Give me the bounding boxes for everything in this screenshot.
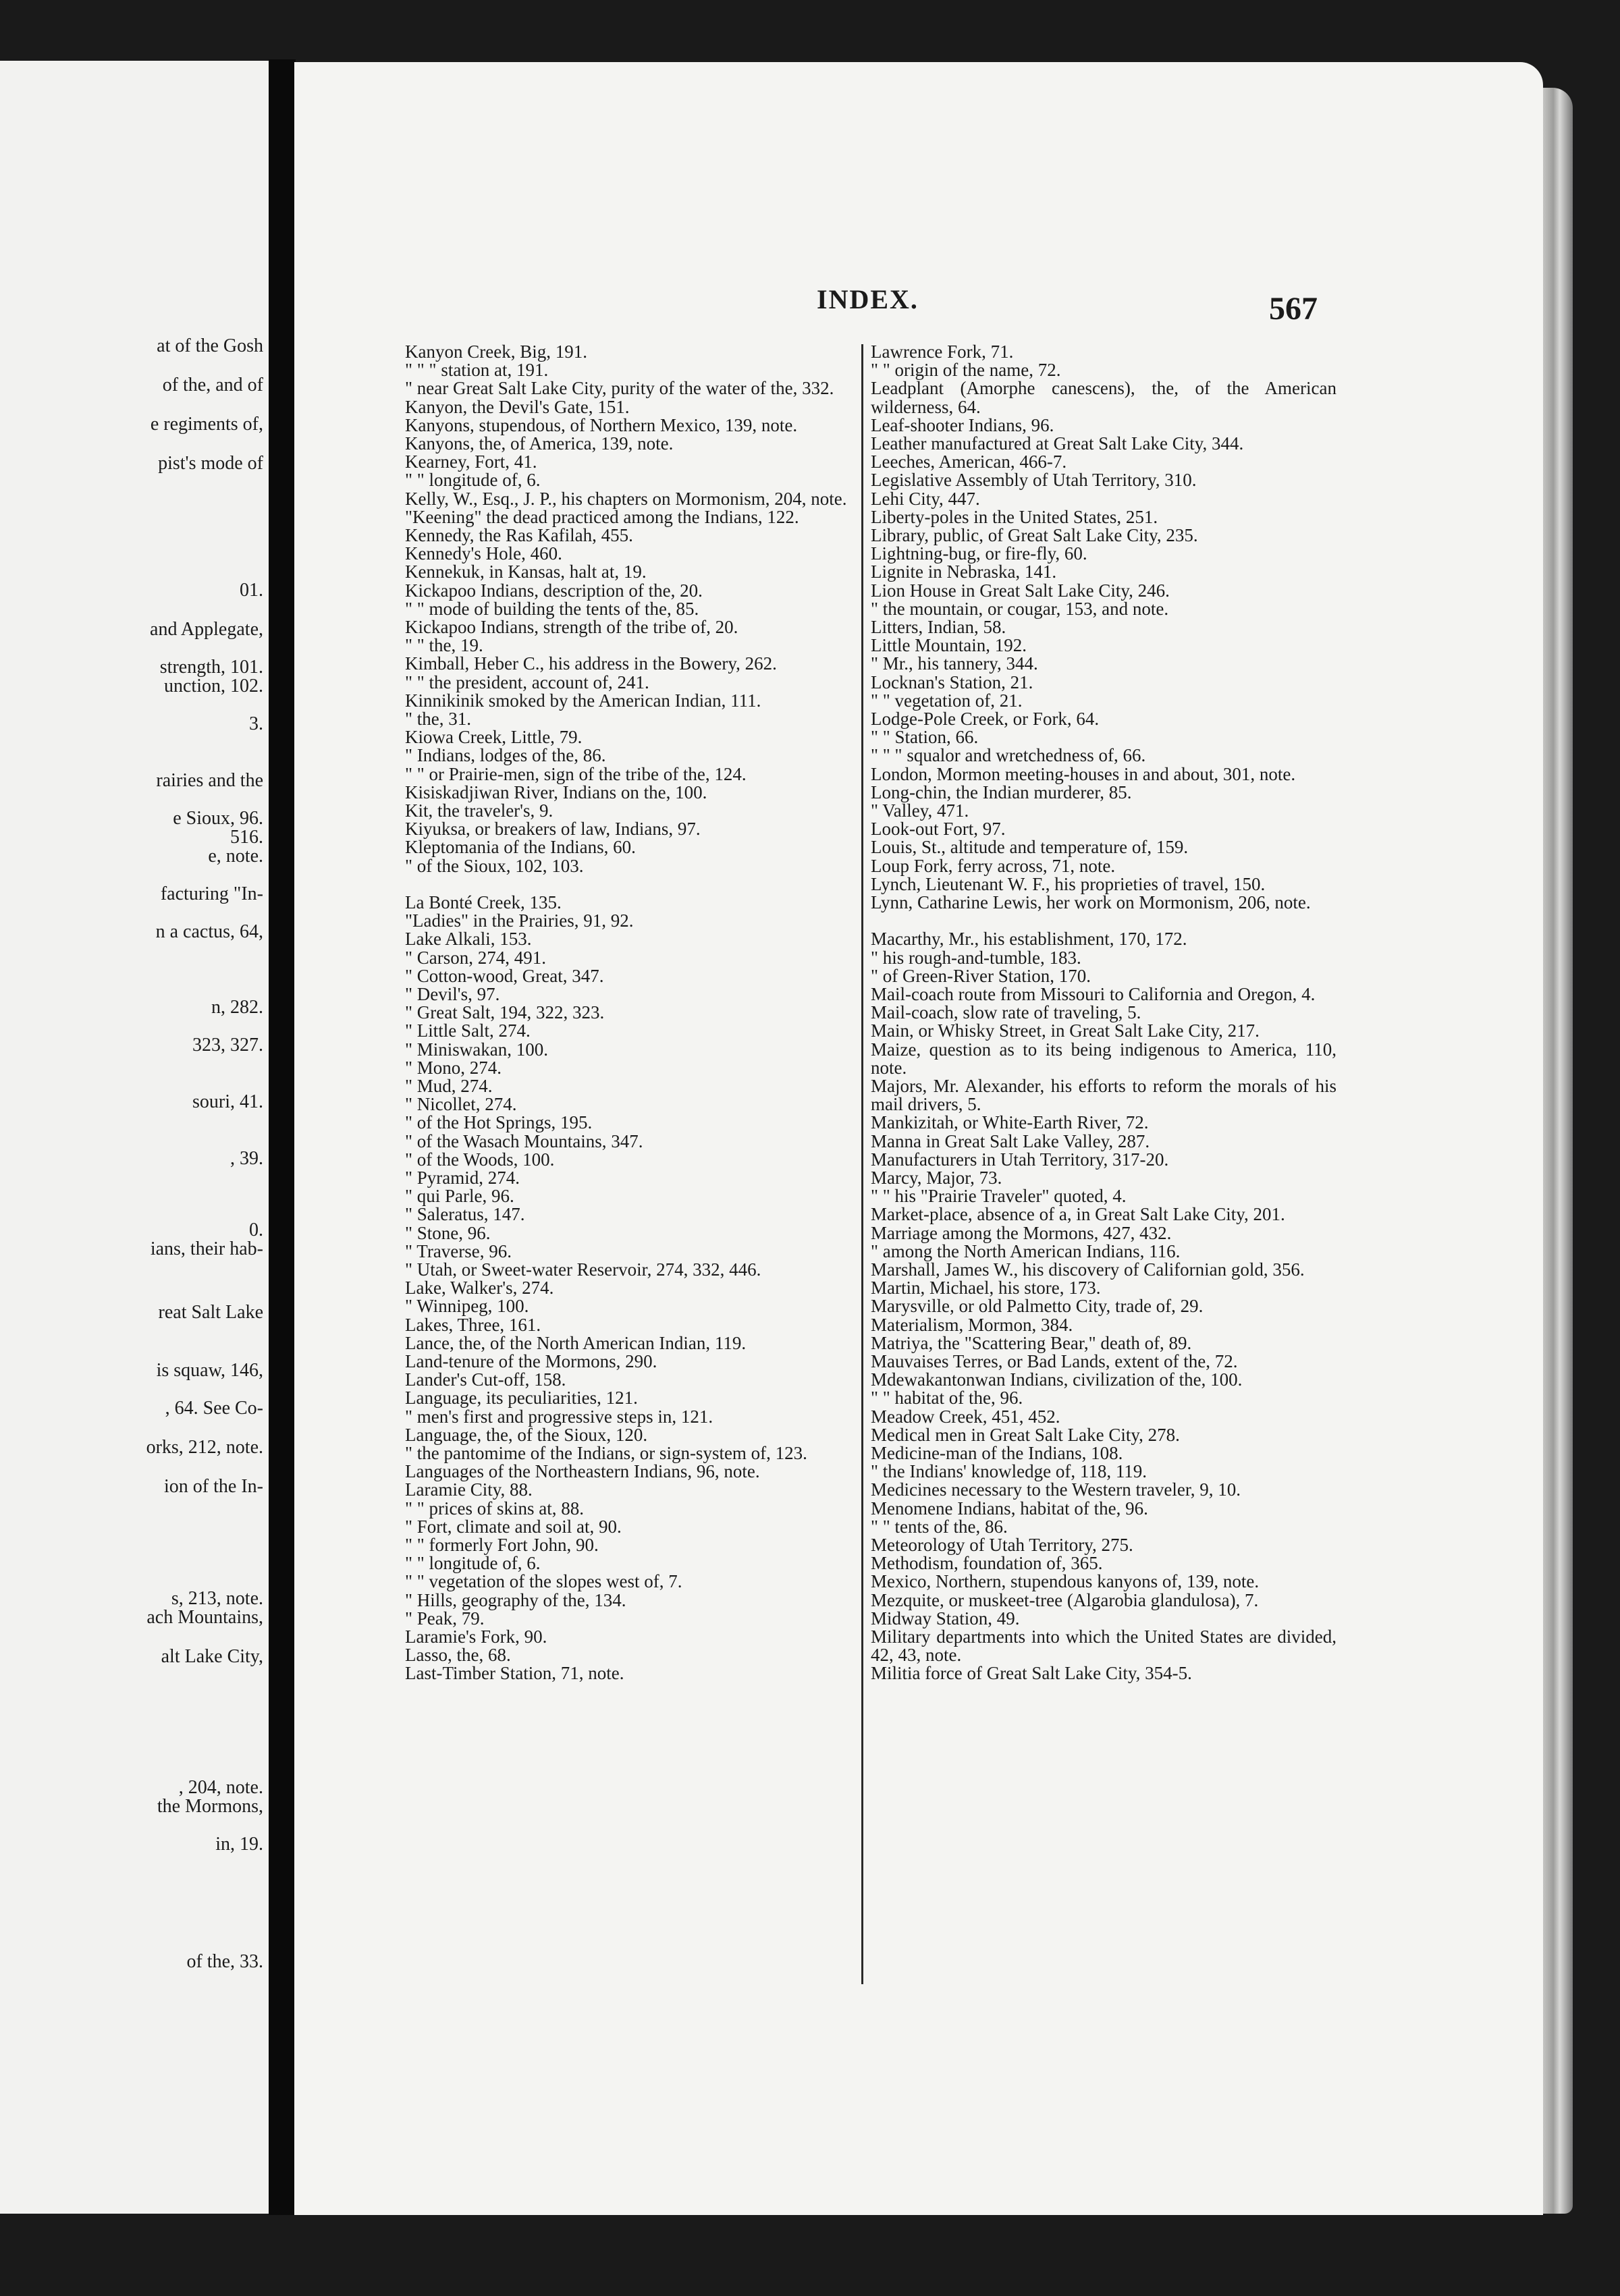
left-page-fragment: ach Mountains, bbox=[146, 1607, 263, 1628]
index-entry: " " prices of skins at, 88. bbox=[405, 1498, 585, 1519]
index-entry: " Stone, 96. bbox=[405, 1222, 491, 1243]
index-entry: " near Great Salt Lake City, purity of the water of the, 332. bbox=[405, 378, 834, 399]
left-page-fragment: orks, 212, note. bbox=[146, 1437, 263, 1458]
index-entry: " " habitat of the, 96. bbox=[871, 1388, 1023, 1409]
index-entry: Land-tenure of the Mormons, 290. bbox=[405, 1350, 657, 1371]
index-entry: " " origin of the name, 72. bbox=[871, 360, 1061, 381]
index-entry: Little Mountain, 192. bbox=[871, 635, 1027, 656]
left-page-fragment: , 204, note. bbox=[178, 1777, 263, 1798]
left-page-fragment: reat Salt Lake bbox=[158, 1302, 263, 1323]
index-entry: " Nicollet, 274. bbox=[405, 1094, 517, 1115]
index-entry: Lodge-Pole Creek, or Fork, 64. bbox=[871, 709, 1100, 730]
left-page-fragment: at of the Gosh bbox=[157, 335, 263, 356]
index-entry: " Pyramid, 274. bbox=[405, 1167, 520, 1188]
index-entry: Manufacturers in Utah Territory, 317-20. bbox=[871, 1149, 1169, 1170]
index-entry: Kanyons, stupendous, of Northern Mexico, 139, note. bbox=[405, 414, 798, 435]
index-entry: Look-out Fort, 97. bbox=[871, 819, 1006, 840]
scan-border-bottom bbox=[0, 2215, 1620, 2296]
index-entry: " " formerly Fort John, 90. bbox=[405, 1535, 599, 1555]
index-entry: Mdewakantonwan Indians, civilization of the, 100. bbox=[871, 1369, 1243, 1390]
left-page-fragment: souri, 41. bbox=[192, 1091, 263, 1112]
index-entry: Kennedy, the Ras Kafilah, 455. bbox=[405, 525, 633, 546]
index-entry: Lion House in Great Salt Lake City, 246. bbox=[871, 580, 1170, 601]
index-entry: " Devil's, 97. bbox=[405, 983, 500, 1004]
section-gap bbox=[871, 912, 1336, 930]
index-entry: Medicine-man of the Indians, 108. bbox=[871, 1442, 1123, 1463]
index-entry: " Saleratus, 147. bbox=[405, 1204, 525, 1225]
column-divider bbox=[861, 344, 863, 1984]
index-entry: Locknan's Station, 21. bbox=[871, 672, 1033, 692]
section-gap bbox=[405, 875, 871, 894]
index-entry: Materialism, Mormon, 384. bbox=[871, 1314, 1073, 1335]
index-entry: Legislative Assembly of Utah Territory, 310. bbox=[871, 470, 1197, 491]
index-entry: Medicines necessary to the Western traveler, 9, 10. bbox=[871, 1479, 1241, 1500]
index-entry: Kleptomania of the Indians, 60. bbox=[405, 837, 636, 858]
left-page-fragment: n, 282. bbox=[211, 997, 263, 1018]
index-entry: Matriya, the "Scattering Bear," death of, 89. bbox=[871, 1332, 1192, 1353]
left-page-fragment: n a cactus, 64, bbox=[155, 921, 263, 942]
index-entry: " Peak, 79. bbox=[405, 1608, 485, 1629]
index-entry: Manna in Great Salt Lake Valley, 287. bbox=[871, 1130, 1150, 1151]
index-entry: " " the president, account of, 241. bbox=[405, 672, 649, 692]
index-entry: " qui Parle, 96. bbox=[405, 1186, 514, 1207]
index-entry: Kelly, W., Esq., J. P., his chapters on Mormonism, 204, note. bbox=[405, 488, 847, 509]
index-entry: Militia force of Great Salt Lake City, 354-5. bbox=[871, 1663, 1192, 1684]
index-entry: Lightning-bug, or fire-fly, 60. bbox=[871, 543, 1087, 564]
left-page-fragment: ion of the In- bbox=[164, 1476, 263, 1497]
page-edge-stack bbox=[1540, 88, 1573, 2214]
index-entry: Leather manufactured at Great Salt Lake City, 344. bbox=[871, 433, 1244, 454]
index-entry: " the, 31. bbox=[405, 709, 472, 730]
index-entry: Language, its peculiarities, 121. bbox=[405, 1388, 638, 1409]
index-entry: Methodism, foundation of, 365. bbox=[871, 1553, 1103, 1574]
left-page-fragment: s, 213, note. bbox=[171, 1588, 263, 1609]
index-entry: " men's first and progressive steps in, 121. bbox=[405, 1406, 713, 1427]
left-page-fragment: 0. bbox=[249, 1220, 263, 1240]
index-column-left bbox=[405, 343, 871, 1683]
index-entry: " Mr., his tannery, 344. bbox=[871, 653, 1038, 674]
index-entry: Maize, question as to its being indigenous to America, 110, note. bbox=[871, 1039, 1336, 1078]
page-number: 567 bbox=[1269, 291, 1318, 327]
index-entry: " " mode of building the tents of the, 85. bbox=[405, 598, 699, 619]
index-entry: Kanyons, the, of America, 139, note. bbox=[405, 433, 674, 454]
left-page bbox=[0, 61, 269, 2214]
left-page-fragment: strength, 101. bbox=[159, 657, 263, 678]
index-entry: Leadplant (Amorphe canescens), the, of the American wilderness, 64. bbox=[871, 378, 1336, 417]
index-entry: " of the Hot Springs, 195. bbox=[405, 1112, 593, 1133]
index-entry: " Miniswakan, 100. bbox=[405, 1039, 549, 1060]
index-entry: " Utah, or Sweet-water Reservoir, 274, 332, 446. bbox=[405, 1259, 761, 1280]
index-entry: Mankizitah, or White-Earth River, 72. bbox=[871, 1112, 1149, 1133]
index-entry: " of the Sioux, 102, 103. bbox=[405, 855, 584, 876]
index-entry: " Valley, 471. bbox=[871, 800, 969, 821]
index-entry: " Traverse, 96. bbox=[405, 1240, 512, 1261]
index-entry: Lehi City, 447. bbox=[871, 488, 980, 509]
running-title: INDEX. bbox=[817, 284, 919, 315]
index-entry: " " vegetation of, 21. bbox=[871, 690, 1023, 711]
index-entry: Kimball, Heber C., his address in the Bowery, 262. bbox=[405, 653, 777, 674]
index-entry: Long-chin, the Indian murderer, 85. bbox=[871, 782, 1132, 802]
left-page-fragment: e regiments of, bbox=[150, 414, 263, 435]
left-page-fragment: 516. bbox=[230, 827, 263, 848]
index-entry: Language, the, of the Sioux, 120. bbox=[405, 1424, 648, 1445]
index-entry: Laramie's Fork, 90. bbox=[405, 1627, 547, 1647]
index-entry: Lake Alkali, 153. bbox=[405, 929, 532, 950]
index-entry: Midway Station, 49. bbox=[871, 1608, 1020, 1629]
index-entry: Lynn, Catharine Lewis, her work on Mormonism, 206, note. bbox=[871, 892, 1311, 913]
index-entry: Loup Fork, ferry across, 71, note. bbox=[871, 855, 1116, 876]
left-page-fragment: alt Lake City, bbox=[161, 1646, 263, 1667]
left-page-fragment: 01. bbox=[240, 580, 263, 601]
left-page-fragment: of the, 33. bbox=[186, 1951, 263, 1972]
left-page-fragment: e, note. bbox=[208, 846, 263, 867]
index-entry: Kickapoo Indians, description of the, 20. bbox=[405, 580, 703, 601]
index-entry: " Great Salt, 194, 322, 323. bbox=[405, 1002, 605, 1023]
index-entry: Mexico, Northern, stupendous kanyons of, 139, note. bbox=[871, 1571, 1260, 1592]
index-entry: Mauvaises Terres, or Bad Lands, extent of the, 72. bbox=[871, 1350, 1238, 1371]
index-entry: Kanyon, the Devil's Gate, 151. bbox=[405, 396, 630, 417]
index-entry: Leaf-shooter Indians, 96. bbox=[871, 414, 1054, 435]
index-entry: " Mud, 274. bbox=[405, 1075, 493, 1096]
left-page-fragment: is squaw, 146, bbox=[156, 1360, 263, 1381]
left-page-fragment: and Applegate, bbox=[150, 619, 263, 640]
index-entry: " of Green-River Station, 170. bbox=[871, 965, 1091, 986]
index-entry: " " or Prairie-men, sign of the tribe of the, 124. bbox=[405, 763, 747, 784]
index-entry: Medical men in Great Salt Lake City, 278. bbox=[871, 1424, 1180, 1445]
index-column-right bbox=[871, 343, 1336, 1683]
index-entry: " the pantomime of the Indians, or sign-system of, 123. bbox=[405, 1442, 807, 1463]
index-entry: " the mountain, or cougar, 153, and note. bbox=[871, 598, 1169, 619]
index-entry: Kennekuk, in Kansas, halt at, 19. bbox=[405, 562, 647, 582]
index-entry: Kinnikinik smoked by the American Indian, 111. bbox=[405, 690, 761, 711]
index-entry: Library, public, of Great Salt Lake City, 235. bbox=[871, 525, 1198, 546]
index-entry: Marcy, Major, 73. bbox=[871, 1167, 1002, 1188]
index-entry: Marshall, James W., his discovery of Californian gold, 356. bbox=[871, 1259, 1305, 1280]
index-entry: " Carson, 274, 491. bbox=[405, 947, 547, 968]
index-entry: Louis, St., altitude and temperature of, 159. bbox=[871, 837, 1189, 858]
index-entry: Laramie City, 88. bbox=[405, 1479, 533, 1500]
index-entry: Kennedy's Hole, 460. bbox=[405, 543, 562, 564]
index-entry: Kisiskadjiwan River, Indians on the, 100. bbox=[405, 782, 707, 802]
left-page-fragment: rairies and the bbox=[156, 770, 263, 791]
index-entry: " " Station, 66. bbox=[871, 727, 979, 748]
left-page-fragment: 323, 327. bbox=[192, 1035, 263, 1056]
left-page-fragment: pist's mode of bbox=[158, 453, 263, 474]
index-entry: Lasso, the, 68. bbox=[405, 1645, 511, 1666]
index-entry: Main, or Whisky Street, in Great Salt Lake City, 217. bbox=[871, 1020, 1260, 1041]
index-entry: Kiowa Creek, Little, 79. bbox=[405, 727, 583, 748]
index-entry: " Little Salt, 274. bbox=[405, 1020, 531, 1041]
index-entry: Lance, the, of the North American Indian, 119. bbox=[405, 1332, 747, 1353]
index-entry: London, Mormon meeting-houses in and about, 301, note. bbox=[871, 763, 1296, 784]
index-entry: La Bonté Creek, 135. bbox=[405, 892, 562, 912]
left-page-fragment: , 64. See Co- bbox=[165, 1398, 263, 1419]
index-entry: " of the Woods, 100. bbox=[405, 1149, 555, 1170]
index-entry: Last-Timber Station, 71, note. bbox=[405, 1663, 624, 1684]
left-page-fragment: of the, and of bbox=[162, 375, 263, 395]
index-entry: Languages of the Northeastern Indians, 96, note. bbox=[405, 1461, 760, 1482]
index-entry: "Ladies" in the Prairies, 91, 92. bbox=[405, 910, 634, 931]
index-entry: " Indians, lodges of the, 86. bbox=[405, 745, 606, 766]
index-entry: " " vegetation of the slopes west of, 7. bbox=[405, 1571, 682, 1592]
left-page-fragment: facturing "In- bbox=[160, 883, 263, 904]
index-entry: " among the North American Indians, 116. bbox=[871, 1240, 1181, 1261]
index-entry: " " " station at, 191. bbox=[405, 360, 549, 381]
index-entry: Mail-coach route from Missouri to California and Oregon, 4. bbox=[871, 983, 1316, 1004]
index-entry: Kickapoo Indians, strength of the tribe of, 20. bbox=[405, 617, 738, 638]
index-entry: "Keening" the dead practiced among the Indians, 122. bbox=[405, 506, 799, 527]
left-page-fragment: e Sioux, 96. bbox=[173, 808, 263, 829]
index-entry: " the Indians' knowledge of, 118, 119. bbox=[871, 1461, 1148, 1482]
index-entry: Lakes, Three, 161. bbox=[405, 1314, 541, 1335]
index-entry: " Mono, 274. bbox=[405, 1057, 502, 1078]
index-entry: Lake, Walker's, 274. bbox=[405, 1278, 554, 1299]
index-entry: " " the, 19. bbox=[405, 635, 483, 656]
index-entry: Menomene Indians, habitat of the, 96. bbox=[871, 1498, 1148, 1519]
index-entry: Kearney, Fort, 41. bbox=[405, 452, 537, 472]
index-entry: Market-place, absence of a, in Great Salt Lake City, 201. bbox=[871, 1204, 1285, 1225]
index-entry: Marriage among the Mormons, 427, 432. bbox=[871, 1222, 1172, 1243]
book-gutter bbox=[269, 59, 296, 2233]
index-entry: " of the Wasach Mountains, 347. bbox=[405, 1130, 643, 1151]
index-entry: " Winnipeg, 100. bbox=[405, 1296, 529, 1317]
index-entry: Lawrence Fork, 71. bbox=[871, 341, 1014, 362]
index-entry: " " longitude of, 6. bbox=[405, 470, 541, 491]
left-page-fragment: ians, their hab- bbox=[150, 1238, 263, 1259]
index-entry: " Fort, climate and soil at, 90. bbox=[405, 1516, 622, 1537]
index-entry: " " his "Prairie Traveler" quoted, 4. bbox=[871, 1186, 1127, 1207]
left-page-fragment: in, 19. bbox=[215, 1834, 263, 1855]
index-entry: Lander's Cut-off, 158. bbox=[405, 1369, 566, 1390]
index-entry: " " longitude of, 6. bbox=[405, 1553, 541, 1574]
index-entry: Macarthy, Mr., his establishment, 170, 172. bbox=[871, 929, 1187, 950]
left-page-fragment: 3. bbox=[249, 713, 263, 734]
index-entry: Military departments into which the United States are divided, 42, 43, note. bbox=[871, 1627, 1336, 1666]
index-entry: Lignite in Nebraska, 141. bbox=[871, 562, 1057, 582]
index-entry: Litters, Indian, 58. bbox=[871, 617, 1006, 638]
left-page-fragment: , 39. bbox=[230, 1148, 263, 1169]
index-entry: Majors, Mr. Alexander, his efforts to reform the morals of his mail drivers, 5. bbox=[871, 1075, 1336, 1115]
index-entry: Meadow Creek, 451, 452. bbox=[871, 1406, 1060, 1427]
index-entry: Marysville, or old Palmetto City, trade of, 29. bbox=[871, 1296, 1204, 1317]
index-entry: Meteorology of Utah Territory, 275. bbox=[871, 1535, 1133, 1555]
index-entry: Leeches, American, 466-7. bbox=[871, 452, 1067, 472]
index-entry: Martin, Michael, his store, 173. bbox=[871, 1278, 1101, 1299]
index-entry: Kiyuksa, or breakers of law, Indians, 97. bbox=[405, 819, 701, 840]
index-entry: Kanyon Creek, Big, 191. bbox=[405, 341, 587, 362]
index-entry: " " tents of the, 86. bbox=[871, 1516, 1008, 1537]
index-entry: " Hills, geography of the, 134. bbox=[405, 1589, 626, 1610]
index-entry: " " " squalor and wretchedness of, 66. bbox=[871, 745, 1146, 766]
index-entry: Mail-coach, slow rate of traveling, 5. bbox=[871, 1002, 1141, 1023]
index-entry: Kit, the traveler's, 9. bbox=[405, 800, 554, 821]
index-entry: Lynch, Lieutenant W. F., his proprieties of travel, 150. bbox=[871, 873, 1266, 894]
left-page-fragment: the Mormons, bbox=[157, 1796, 263, 1817]
index-entry: " Cotton-wood, Great, 347. bbox=[405, 965, 604, 986]
left-page-fragment: unction, 102. bbox=[164, 676, 263, 696]
index-entry: Liberty-poles in the United States, 251. bbox=[871, 506, 1158, 527]
index-entry: " his rough-and-tumble, 183. bbox=[871, 947, 1081, 968]
index-entry: Mezquite, or muskeet-tree (Algarobia glandulosa), 7. bbox=[871, 1589, 1259, 1610]
